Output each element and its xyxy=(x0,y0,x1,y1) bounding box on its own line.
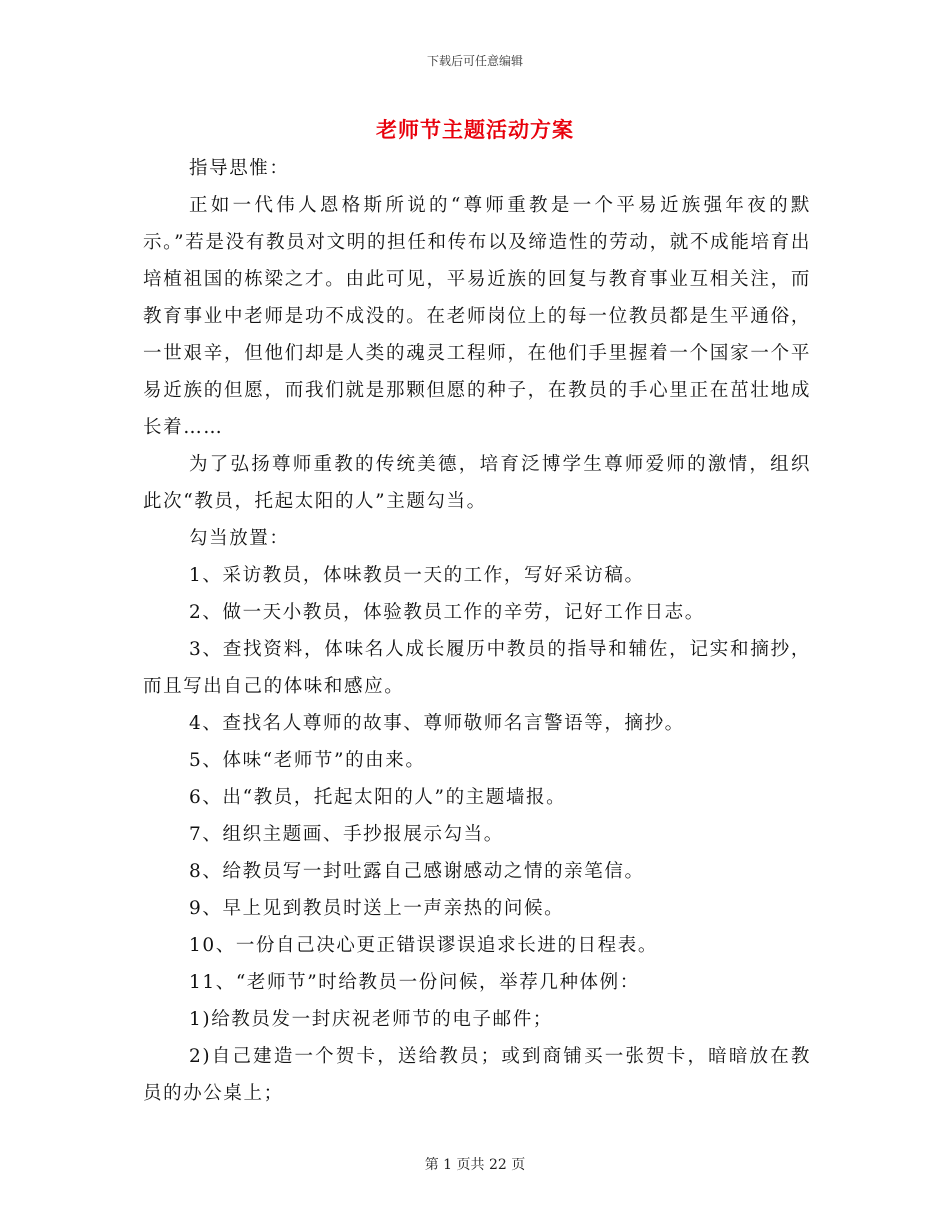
list-item: 8、给教员写一封吐露自己感谢感动之情的亲笔信。 xyxy=(189,861,645,882)
document-body xyxy=(143,150,811,1112)
paragraph-introduction: 正如一代伟人恩格斯所说的“尊师重教是一个平易近族强年夜的默示。”若是没有教员对文明的担任和传布以及缔造性的劳动，就不成能培育出培植祖国的栋梁之才。由此可见，平易近族的回复与教育事业互相关注，而教育事业中老师是功不成没的。在老师岗位上的每一位教员都是生平通俗，一世艰辛，但他们却是人类的魂灵工程师，在他们手里握着一个国家一个平易近族的但愿，而我们就是那颗但愿的种子，在教员的手心里正在茁壮地成长着…… xyxy=(143,195,811,438)
list-item: 4、查找名人尊师的故事、尊师敬师名言警语等，摘抄。 xyxy=(189,713,685,734)
page-header-note: 下载后可任意编辑 xyxy=(426,54,523,68)
document-title: 老师节主题活动方案 xyxy=(376,117,574,142)
list-item: 10、一份自己决心更正错误谬误追求长进的日程表。 xyxy=(189,935,658,956)
list-item: 2、做一天小教员，体验教员工作的辛劳，记好工作日志。 xyxy=(189,602,705,623)
paragraph-activity-arrangement-heading: 勾当放置： xyxy=(189,528,290,549)
list-item: 11、“老师节”时给教员一份问候，举荐几种体例： xyxy=(189,972,640,993)
list-item: 5、体味“老师节”的由来。 xyxy=(189,750,426,771)
list-item: 7、组织主题画、手抄报展示勾当。 xyxy=(189,824,504,845)
paragraph-guiding-thought-heading: 指导思惟： xyxy=(189,158,290,179)
list-item: 9、早上见到教员时送上一声亲热的问候。 xyxy=(189,898,565,919)
paragraph-purpose: 为了弘扬尊师重教的传统美德，培育泛博学生尊师爱师的激情，组织此次“教员，托起太阳的人”主题勾当。 xyxy=(143,454,811,512)
list-item: 3、查找资料，体味名人成长履历中教员的指导和辅佐，记实和摘抄，而且写出自己的体味和感应。 xyxy=(143,639,811,697)
list-item: 6、出“教员，托起太阳的人”的主题墙报。 xyxy=(189,787,567,808)
list-item: 1、采访教员，体味教员一天的工作，写好采访稿。 xyxy=(189,565,645,586)
sub-list-item: 1)给教员发一封庆祝老师节的电子邮件； xyxy=(189,1009,553,1030)
page-number: 第 1 页共 22 页 xyxy=(424,1157,526,1173)
sub-list-item: 2)自己建造一个贺卡，送给教员；或到商铺买一张贺卡，暗暗放在教员的办公桌上； xyxy=(143,1046,811,1104)
